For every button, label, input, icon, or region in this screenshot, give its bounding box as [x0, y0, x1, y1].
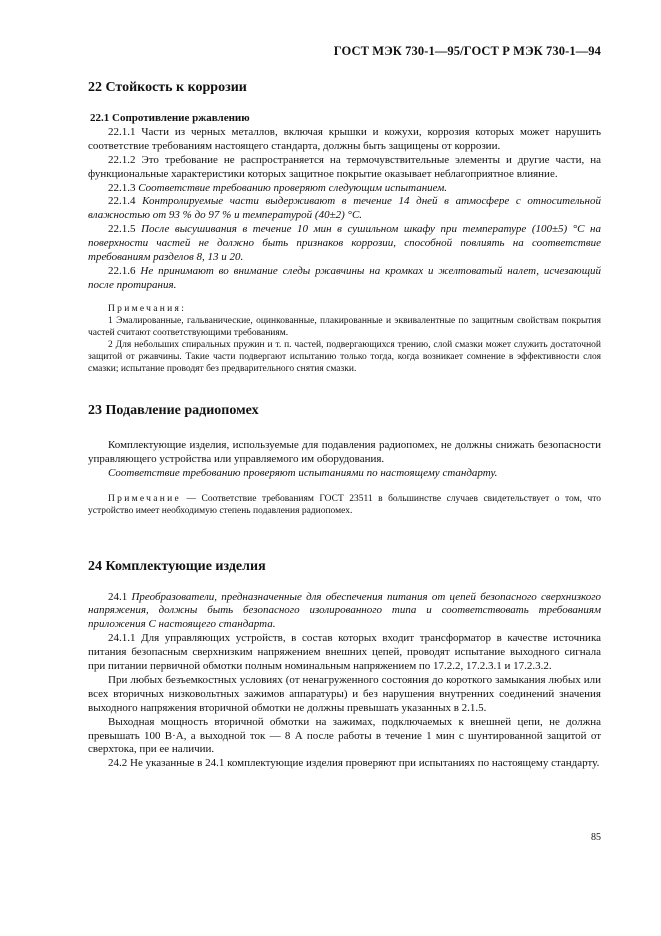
note-23 [88, 493, 601, 517]
paragraph-24-1-1-cont: При любых безъемкостных условиях (от ненагруженного состояния до короткого замыкания любых или всех вторичных низковольтных зажимов аппаратуры) и без нарушения внутренних соединений значения выходного напряжения вторичной обмотки не должны превышать указанных в 2.1.5. [88, 673, 601, 714]
paragraph-22-1-2: 22.1.2 Это требование не распространяется на термочувствительные элементы и другие части, на функциональные характеристики которых защитное покрытие оказывает неблагоприятное влияние. [88, 153, 601, 180]
clause-number: 22.1.3 [108, 181, 136, 194]
clause-number: 24.1 [108, 590, 128, 603]
section-22-title: 22 Стойкость к коррозии [88, 80, 247, 95]
paragraph-22-1-4 [88, 195, 601, 223]
note-1: 1 Эмалированные, гальванические, оцинкованные, плакированные и эквивалентные по защитным свойствам покрытия частей считают соответствующими требованиям. [88, 315, 601, 338]
clause-text: Не принимают во внимание следы ржавчины на кромках и желтоватый налет, исчезающий после протирания. [88, 264, 601, 291]
note-text: — Соответствие требованиям ГОСТ 23511 в большинстве случаев свидетельствует о том, что устройство имеет необходимую степень подавления радиопомех. [88, 493, 601, 516]
note-label: Примечание [108, 493, 182, 504]
subsection-title: 22.1 Сопротивление ржавлению [90, 112, 250, 124]
paragraph-24-1 [88, 591, 601, 633]
clause-text: Преобразователи, предназначенные для обеспечения питания от цепей безопасного сверхнизкого напряжения, должны быть безопасного изолированного типа и соответствовать требованиям приложения С настоящего стандарта. [88, 590, 602, 631]
section-23-title: 23 Подавление радиопомех [88, 402, 259, 418]
clause-text: Контролируемые части выдерживают в течение 14 дней в атмосфере с относительной влажностью от 93 % до 97 % и температурой (40±2) °С. [88, 195, 601, 222]
clause-text: После высушивания в течение 10 мин в сушильном шкафу при температуре (100±5) °С на поверхности частей не должно быть признаков коррозии, способной повлиять на соответствие требованиям разделов 8, 13 и 20. [88, 223, 602, 264]
section-24-title: 24 Комплектующие изделия [88, 558, 266, 574]
paragraph-24-1-1-power: Выходная мощность вторичной обмотки на зажимах, подключаемых к внешней цепи, не должна превышать 100 В·А, а выходной ток — 8 А после работы в течение 1 мин с шунтированной защитой от сверхтока, при ее наличии. [88, 715, 601, 756]
paragraph-23-1: Комплектующие изделия, используемые для подавления радиопомех, не должны снижать безопасности управляющего устройства или управляемого им оборудования. [88, 438, 601, 465]
paragraph-22-1-5 [88, 223, 601, 265]
clause-number: 22.1.6 [108, 264, 136, 277]
paragraph-22-1-3 [88, 182, 601, 196]
paragraph-24-1-1: 24.1.1 Для управляющих устройств, в состав которых входит трансформатор в качестве источника питания безопасным сверхнизким напряжением внешних цепей, проводят испытание выходного сигнала при питании первичной обмотки полным номинальным напряжением по 17.2.2, 17.2.3.1 и 17.2.3.2. [88, 632, 601, 673]
paragraph-22-1-1: 22.1.1 Части из черных металлов, включая крышки и кожухи, коррозия которых может нарушить соответствие требованиям настоящего стандарта, должны быть защищены от коррозии. [88, 125, 601, 152]
clause-number: 22.1.5 [108, 223, 136, 236]
clause-number: 22.1.4 [108, 195, 136, 208]
page-number: 85 [591, 832, 601, 843]
notes-label: Примечания: [108, 303, 187, 314]
note-2: 2 Для небольших спиральных пружин и т. п. частей, подвергающихся трению, слой смазки может служить достаточной защитой от ржавчины. Такие части подвергают испытанию только тогда, когда возникает сомнение в эффективности слоя смазки; испытание проводят без предварительного снятия смазки. [88, 339, 601, 374]
clause-text: Соответствие требованию проверяют следующим испытанием. [138, 181, 448, 194]
paragraph-22-1-6 [88, 265, 601, 293]
paragraph-24-2: 24.2 Не указанные в 24.1 комплектующие изделия проверяют при испытаниях по настоящему стандарту. [108, 757, 600, 770]
page-header: ГОСТ МЭК 730-1—95/ГОСТ Р МЭК 730-1—94 [333, 44, 601, 58]
paragraph-23-2: Соответствие требованию проверяют испытаниями по настоящему стандарту. [108, 466, 498, 479]
